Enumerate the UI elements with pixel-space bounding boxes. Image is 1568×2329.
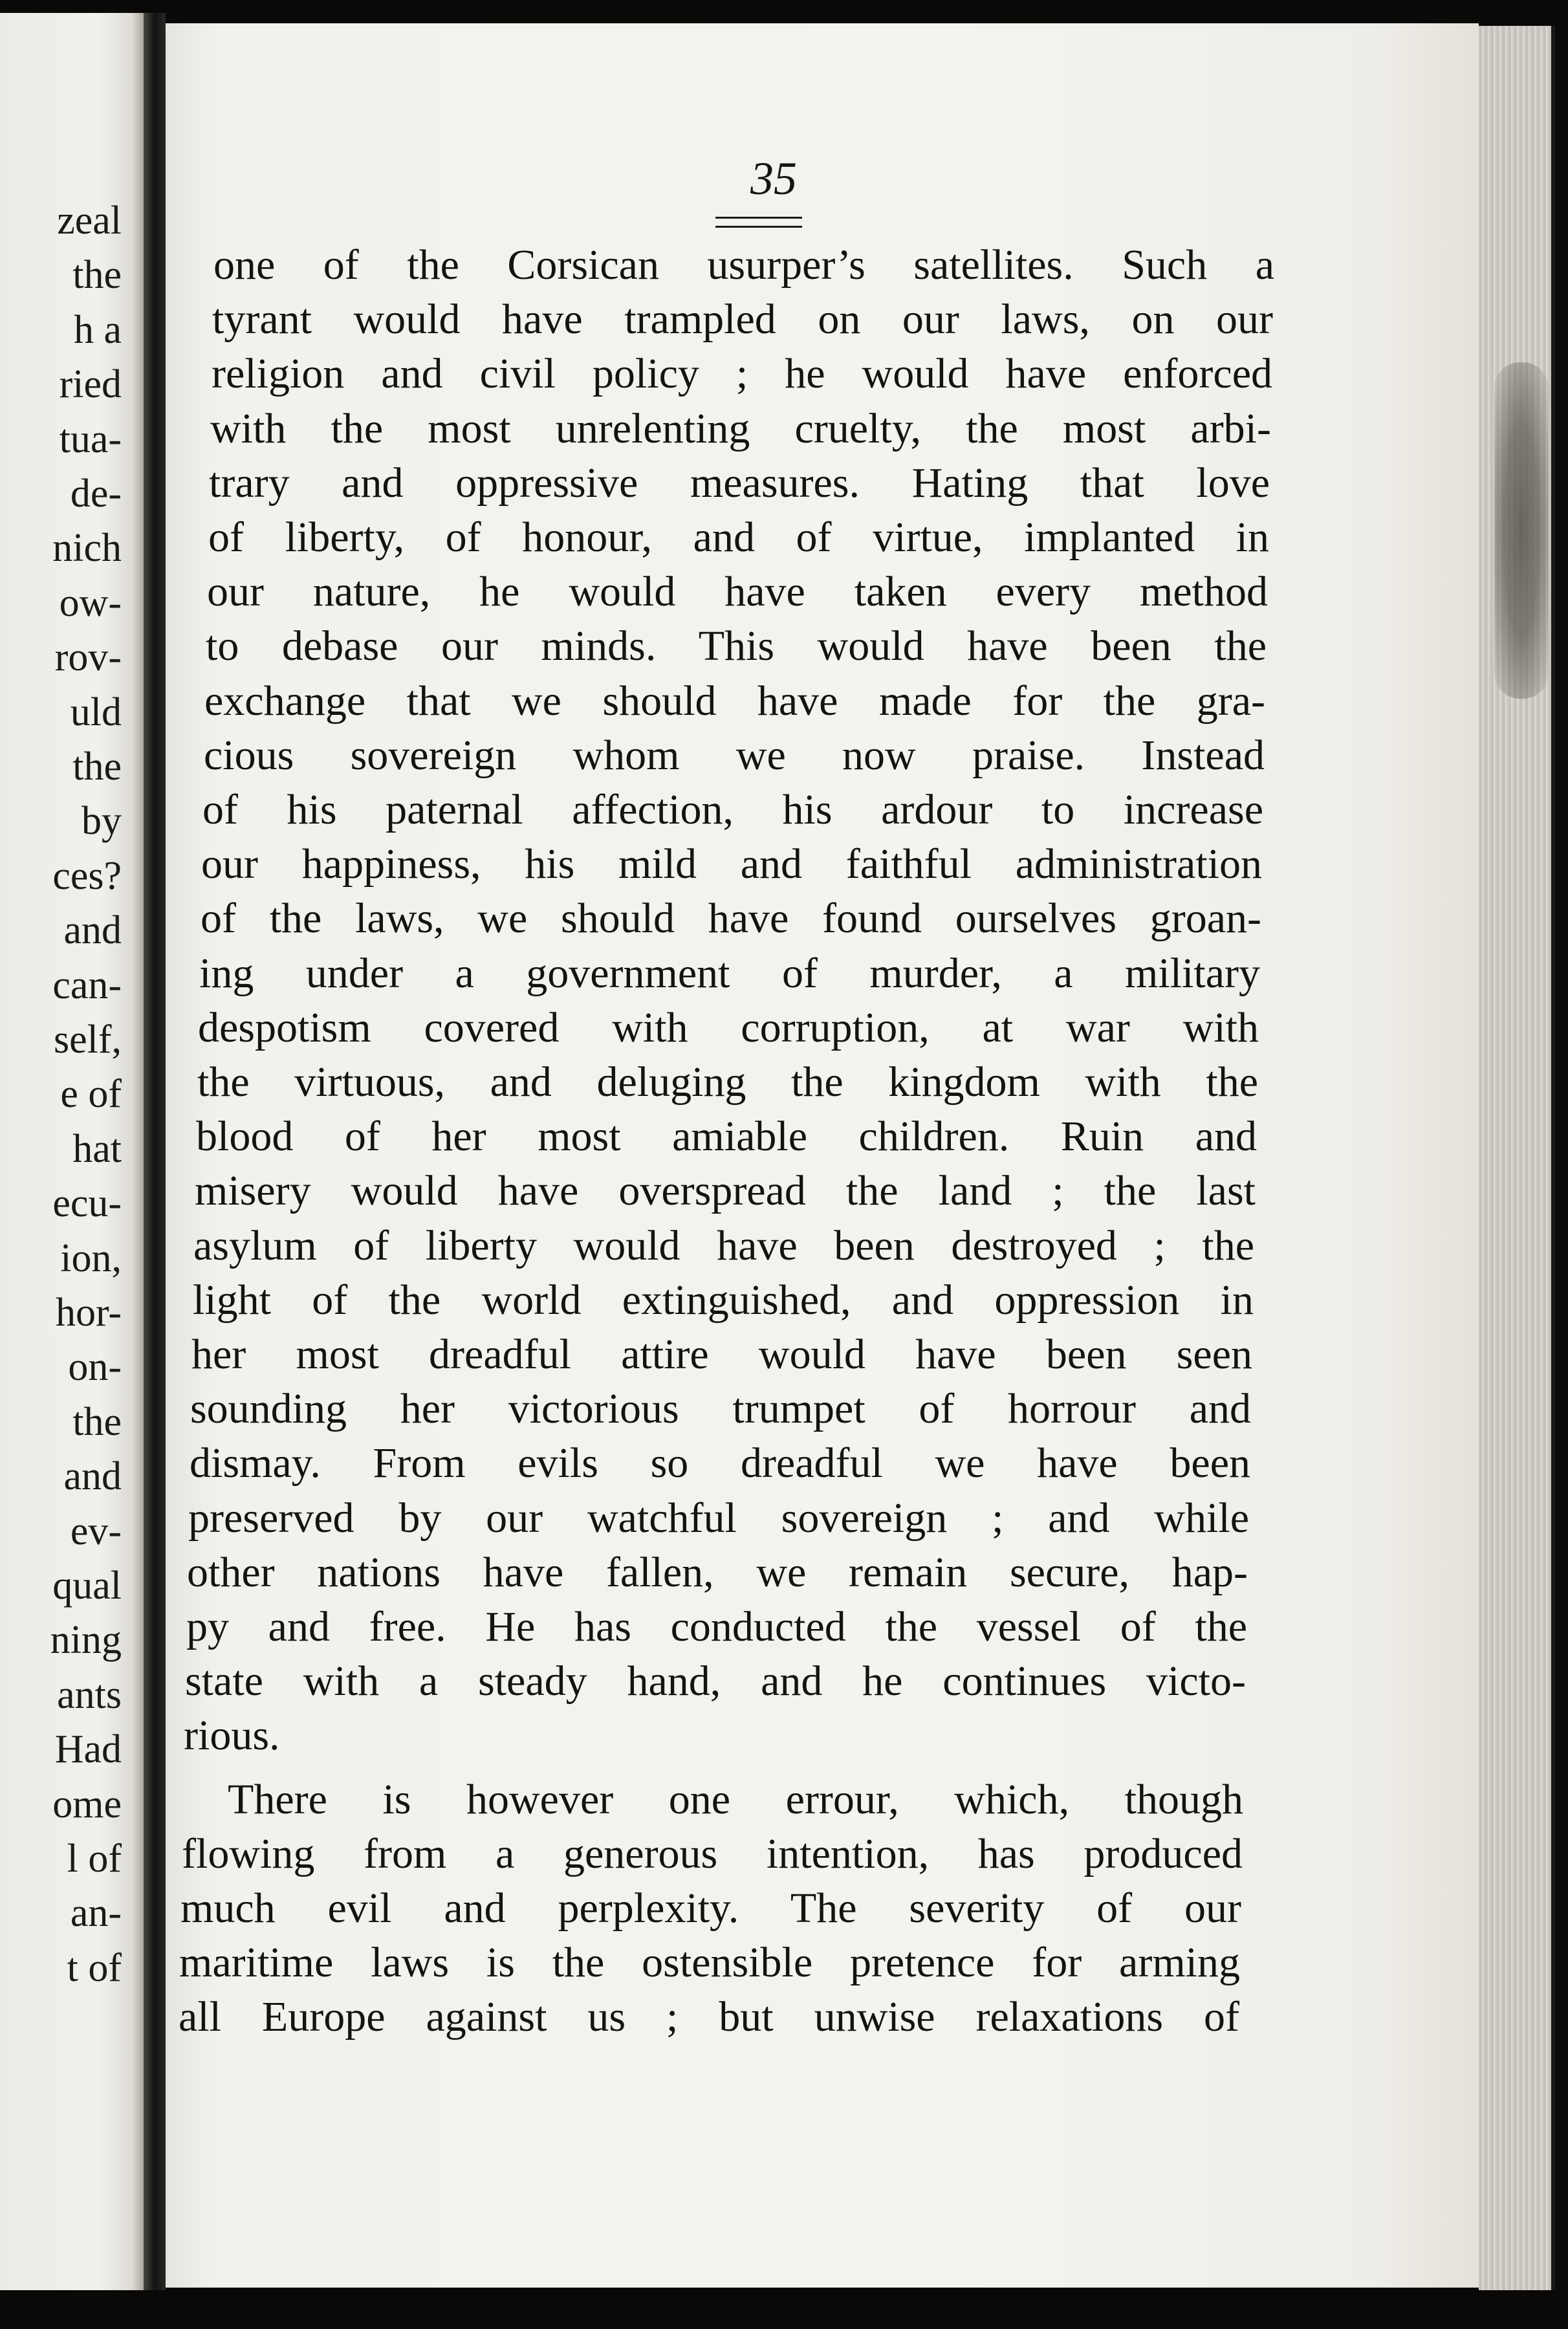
facing-page-fragment: and [63, 1454, 122, 1498]
text-line: of his paternal affection, his ardour to increase [202, 786, 1263, 833]
facing-page-fragment: ome [52, 1782, 122, 1826]
text-line: rious. [184, 1712, 280, 1760]
text-line: state with a steady hand, and he continues victo- [185, 1657, 1246, 1705]
facing-page-fragment: ecu- [52, 1181, 122, 1225]
text-line: the virtuous, and deluging the kingdom with the [197, 1058, 1258, 1106]
facing-page-fragment: Had [54, 1727, 122, 1771]
facing-page-fragment: ev- [70, 1509, 122, 1553]
facing-page-fragment: tua- [59, 417, 122, 461]
text-line: blood of her most amiable children. Ruin and [196, 1113, 1257, 1161]
facing-page [0, 13, 144, 2290]
text-line: There is however one errour, which, though [228, 1775, 1243, 1823]
text-line: with the most unrelenting cruelty, the most arbi- [210, 404, 1271, 452]
text-line: of liberty, of honour, and of virtue, implanted in [208, 514, 1269, 561]
facing-page-fragment: h a [73, 308, 122, 352]
text-line: one of the Corsican usurper’s satellites. Such a [213, 241, 1274, 289]
facing-page-fragment: ants [57, 1673, 122, 1717]
facing-page-fragment: ried [59, 362, 122, 406]
facing-page-fragment: ow- [59, 581, 122, 625]
facing-page-fragment: hat [72, 1127, 122, 1171]
facing-page-fragment: ion, [60, 1236, 122, 1280]
facing-page-fragment: the [72, 745, 122, 789]
facing-page-fragment: l of [67, 1837, 122, 1881]
facing-page-fragment: and [63, 908, 122, 952]
text-line: cious sovereign whom we now praise. Instead [204, 731, 1265, 779]
text-line: her most dreadful attire would have been seen [191, 1331, 1252, 1378]
facing-page-fragment: t of [67, 1946, 122, 1990]
facing-page-fragment: zeal [57, 199, 122, 243]
text-line: our happiness, his mild and faithful administration [201, 840, 1262, 888]
facing-page-fragment: de- [70, 472, 122, 516]
text-line: despotism covered with corruption, at war with [198, 1003, 1259, 1051]
facing-page-fragment: on- [68, 1345, 122, 1389]
text-line: to debase our minds. This would have been the [206, 622, 1267, 670]
text-line: ing under a government of murder, a military [199, 949, 1260, 997]
facing-page-fragment: can- [52, 963, 122, 1007]
facing-page-fragment: self, [53, 1018, 122, 1062]
facing-page-fragment: the [72, 253, 122, 297]
text-line: all Europe against us ; but unwise relaxations of [179, 1993, 1239, 2041]
page-stain [1494, 362, 1549, 699]
facing-page-fragment: an- [70, 1891, 122, 1935]
page-number: 35 [750, 153, 797, 204]
facing-page-fragment: e of [60, 1072, 122, 1116]
text-line: of the laws, we should have found ourselves groan- [201, 895, 1261, 943]
facing-page-fragment: qual [52, 1564, 122, 1608]
facing-page-fragment: nich [52, 526, 122, 570]
text-line: sounding her victorious trumpet of horrour and [190, 1385, 1251, 1433]
facing-page-fragment: uld [70, 690, 122, 734]
text-line: maritime laws is the ostensible pretence for arming [179, 1939, 1240, 1987]
facing-page-fragment: ning [50, 1618, 122, 1662]
facing-page-fragment: ces? [52, 854, 122, 898]
text-line: py and free. He has conducted the vessel of the [186, 1603, 1247, 1650]
text-line: religion and civil policy ; he would have enforced [212, 350, 1272, 398]
facing-page-fragment: the [72, 1400, 122, 1444]
text-line: light of the world extinguished, and oppression in [193, 1276, 1254, 1324]
facing-page-fragment: by [82, 799, 122, 843]
facing-page-fragment: rov- [54, 635, 122, 679]
text-line: much evil and perplexity. The severity of our [180, 1885, 1241, 1932]
text-line: flowing from a generous intention, has produced [182, 1830, 1243, 1877]
text-line: preserved by our watchful sovereign ; and while [188, 1494, 1249, 1542]
book-gutter [144, 13, 166, 2290]
text-line: misery would have overspread the land ; the last [195, 1167, 1256, 1215]
text-line: trary and oppressive measures. Hating that love [209, 459, 1270, 507]
text-line: our nature, he would have taken every method [207, 568, 1268, 616]
page-number-rule [715, 217, 802, 228]
text-line: asylum of liberty would have been destroyed ; the [193, 1221, 1254, 1269]
text-line: other nations have fallen, we remain secure, hap- [187, 1548, 1248, 1596]
text-line: dismay. From evils so dreadful we have been [190, 1439, 1250, 1487]
text-line: exchange that we should have made for the gra- [204, 677, 1265, 725]
facing-page-fragment: hor- [55, 1291, 122, 1335]
text-line: tyrant would have trampled on our laws, on our [212, 296, 1273, 344]
